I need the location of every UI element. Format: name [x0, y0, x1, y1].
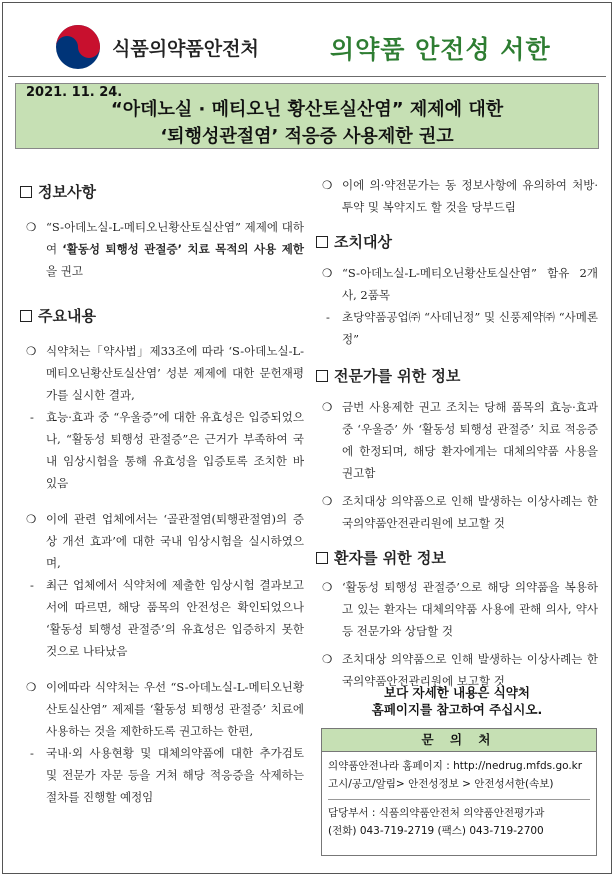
contact-dept: 담당부서 : 식품의약품안전처 의약품안전평가과: [328, 807, 545, 819]
more-info-notice: 보다 자세한 내용은 식약처 홈페이지를 참고하여 주십시오.: [371, 685, 543, 717]
title-box: [15, 83, 599, 149]
doc-type-title: 의약품 안전성 서한: [330, 35, 551, 64]
contact-body: [322, 752, 596, 840]
contact-box: [321, 728, 597, 856]
mfds-logo-icon: [55, 24, 101, 70]
restriction-emphasis: ‘활동성 퇴행성 관절증’ 치료 목적의 사용 제한: [62, 242, 304, 256]
circle-bullet-icon: ❍: [26, 512, 37, 526]
contact-divider: [328, 799, 590, 800]
issue-date: 2021. 11. 24.: [26, 85, 123, 100]
experts-item-2: ❍ 조치대상 의약품으로 인해 발생하는 이상사례는 한국의약품안전관리원에 보고할 것: [316, 490, 598, 534]
circle-bullet-icon: ❍: [322, 178, 333, 192]
square-bullet-icon: [20, 186, 32, 198]
circle-bullet-icon: ❍: [322, 652, 333, 666]
left-column: [20, 180, 304, 808]
header-divider: [8, 76, 606, 77]
main-sub-2: - 최근 업체에서 식약처에 제출한 임상시험 결과보고서에 따르면, 해당 품목의 안전성은 확인되었으나 ‘활동성 퇴행성 관절증’의 유효성은 입증하지 못한 것으로 나타났음: [30, 578, 304, 658]
circle-bullet-icon: ❍: [322, 266, 333, 280]
contact-heading: 문 의 처: [322, 729, 596, 752]
pharmacist-notice: ❍ 이에 의·약전문가는 동 정보사항에 유의하여 처방·투약 및 복약지도 할 것을 당부드림: [316, 174, 598, 218]
circle-bullet-icon: ❍: [322, 580, 333, 594]
contact-homepage: 의약품안전나라 홈페이지 : http://nedrug.mfds.go.kr: [328, 760, 583, 772]
main-item-1: ❍ 식약처는「약사법」제33조에 따라 ‘S-아데노실-L-메티오닌황산토실산염’ 성분 제제에 대한 문헌재평가를 실시한 결과,: [20, 340, 304, 406]
experts-item-1: ❍ 금번 사용제한 권고 조치는 당해 품목의 효능·효과 중 ‘우울증’ 外 ‘활동성 퇴행성 관절증’ 치료 적응증에 한정되며, 해당 환자에게는 대체의약품 사용을 권고함: [316, 396, 598, 484]
target-item: ❍ “S-아데노실-L-메티오닌황산토실산염” 함유 2개사, 2품목: [316, 262, 598, 306]
contact-phone: (전화) 043-719-2719 (팩스) 043-719-2700: [328, 825, 544, 837]
section-heading-patients: 환자를 위한 정보: [316, 546, 598, 570]
info-item: ❍ “S-아데노실-L-메티오닌황산토실산염” 제제에 대하여 ‘활동성 퇴행성 관절증’ 치료 목적의 사용 제한을 권고: [20, 216, 304, 282]
section-heading-main: 주요내용: [20, 304, 304, 328]
main-sub-1: - 효능·효과 중 “우울증”에 대한 유효성은 입증되었으나, “활동성 퇴행성 관절증”은 근거가 부족하여 국내 임상시험을 통해 유효성을 입증토록 조치한 바 있음: [30, 410, 304, 490]
square-bullet-icon: [316, 370, 328, 382]
patients-item-1: ❍ ‘활동성 퇴행성 관절증’으로 해당 의약품을 복용하고 있는 환자는 대체의약품 사용에 관해 의사, 약사 등 전문가와 상담할 것: [316, 576, 598, 642]
section-heading-target: 조치대상: [316, 230, 598, 254]
circle-bullet-icon: ❍: [322, 494, 333, 508]
main-item-2: ❍ 이에 관련 업체에서는 ‘골관절염(퇴행관절염)의 증상 개선 효과’에 대한 국내 임상시험을 실시하였으며,: [20, 508, 304, 574]
patients-item-2: ❍ 조치대상 의약품으로 인해 발생하는 이상사례는 한국의약품안전관리원에 보고할 것: [316, 648, 598, 692]
section-heading-info: 정보사항: [20, 180, 304, 204]
target-sub: - 초당약품공업㈜ “사데닌정” 및 신풍제약㈜ “사메론정”: [326, 310, 598, 346]
square-bullet-icon: [316, 236, 328, 248]
main-sub-3: - 국내·외 사용현황 및 대체의약품에 대한 추가검토 및 전문가 자문 등을 거쳐 해당 적응증을 삭제하는 절차를 진행할 예정임: [30, 746, 304, 804]
square-bullet-icon: [316, 552, 328, 564]
contact-path: 고시/공고/알림> 안전성정보 > 안전성서한(속보): [328, 778, 554, 790]
org-name: 식품의약품안전처: [112, 38, 259, 60]
circle-bullet-icon: ❍: [26, 344, 37, 358]
square-bullet-icon: [20, 310, 32, 322]
title-line-1: “아데노실 · 메티오닌 황산토실산염” 제제에 대한: [110, 99, 504, 120]
section-heading-experts: 전문가를 위한 정보: [316, 364, 598, 388]
circle-bullet-icon: ❍: [26, 220, 37, 234]
title-line-2: ‘퇴행성관절염’ 적응증 사용제한 권고: [160, 126, 454, 147]
main-item-3: ❍ 이에따라 식약처는 우선 “S-아데노실-L-메티오닌황산토실산염” 제제를 ‘활동성 퇴행성 관절증’ 치료에 사용하는 것을 제한하도록 권고하는 한편,: [20, 676, 304, 742]
circle-bullet-icon: ❍: [26, 680, 37, 694]
right-column: [316, 174, 598, 692]
circle-bullet-icon: ❍: [322, 400, 333, 414]
